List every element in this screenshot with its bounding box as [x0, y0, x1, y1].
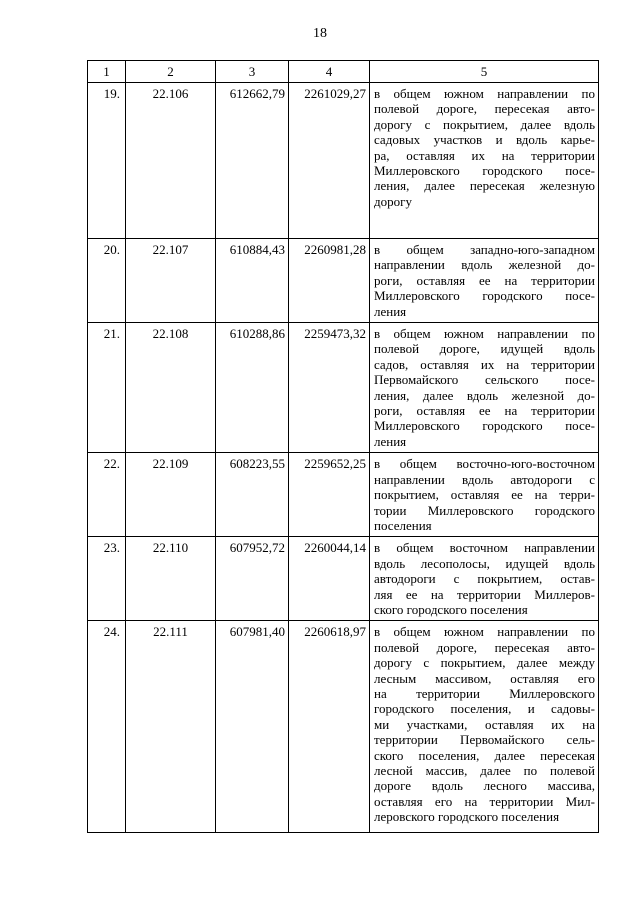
- description-line: дорогу: [374, 193, 412, 209]
- boundary-description: [370, 239, 599, 323]
- description-line: ления, далее вдоль железной до-: [374, 387, 595, 403]
- description-line: на территории Миллеровского: [374, 685, 595, 701]
- description-line: лесной массив, далее по полевой: [374, 763, 595, 778]
- description-line: садов, оставляя их на территории: [374, 356, 595, 372]
- description-line: ми участками, оставляя их на: [374, 716, 595, 732]
- description-line: ского поселения, далее пересекая: [374, 747, 595, 763]
- coord-y: 2260981,28: [289, 239, 370, 323]
- page-number: 18: [313, 26, 327, 41]
- description-line: городского поселения, и садовы-: [374, 701, 595, 717]
- description-line: в общем восточном направлении: [374, 540, 595, 556]
- description-line: ления: [374, 303, 407, 319]
- point-number: 22.110: [126, 537, 216, 621]
- description-line: роги, оставляя ее на территории: [374, 272, 595, 288]
- point-number: 22.111: [126, 621, 216, 833]
- description-line: тории Миллеровского городского: [374, 502, 595, 518]
- description-line: дорогу с покрытием, далее между: [374, 655, 595, 671]
- description-line: в общем южном направлении по: [374, 326, 595, 342]
- boundary-description: [370, 83, 599, 239]
- header-cell: 2: [126, 61, 216, 83]
- table-row: [88, 621, 599, 833]
- boundary-table: [87, 60, 599, 833]
- coord-y: 2261029,27: [289, 83, 370, 239]
- point-number: 22.107: [126, 239, 216, 323]
- description-line: полевой дороге, пересекая авто-: [374, 639, 595, 655]
- description-line: ляя ее на территории Миллеров-: [374, 586, 595, 602]
- boundary-description: [370, 621, 599, 833]
- description-line: Первомайского сельского посе-: [374, 372, 595, 388]
- description-line: полевой дороге, идущей вдоль: [374, 341, 595, 357]
- header-cell: 3: [216, 61, 289, 83]
- description-line: ра, оставляя их на территории: [374, 147, 595, 163]
- description-line: Миллеровского городского посе-: [374, 163, 595, 179]
- coord-y: 2260618,97: [289, 621, 370, 833]
- header-cell: 1: [88, 61, 126, 83]
- description-line: в общем южном направлении по: [374, 86, 595, 101]
- header-cell: 4: [289, 61, 370, 83]
- boundary-description: [370, 453, 599, 537]
- row-number: 21.: [88, 323, 126, 453]
- row-number: 20.: [88, 239, 126, 323]
- description-line: в общем западно-юго-западном: [374, 242, 595, 257]
- coord-y: 2259652,25: [289, 453, 370, 537]
- table-row: [88, 537, 599, 621]
- description-line: Миллеровского городского посе-: [374, 288, 595, 304]
- description-line: садовых участков и вдоль карье-: [374, 132, 595, 148]
- coord-x: 610288,86: [216, 323, 289, 453]
- description-line: оставляя его на территории Мил-: [374, 793, 595, 809]
- coord-y: 2260044,14: [289, 537, 370, 621]
- description-line: направлении вдоль автодороги с: [374, 471, 595, 487]
- table-row: [88, 453, 599, 537]
- point-number: 22.106: [126, 83, 216, 239]
- table-header-row: [88, 61, 599, 83]
- description-line: ского городского поселения: [374, 601, 528, 617]
- description-line: ления, далее пересекая железную: [374, 178, 595, 194]
- header-cell: 5: [370, 61, 599, 83]
- description-line: вдоль лесополосы, идущей вдоль: [374, 555, 595, 571]
- description-line: в общем восточно-юго-восточном: [374, 456, 595, 472]
- row-number: 22.: [88, 453, 126, 537]
- description-line: ления: [374, 433, 407, 449]
- coord-x: 607952,72: [216, 537, 289, 621]
- row-number: 19.: [88, 83, 126, 239]
- description-line: в общем южном направлении по: [374, 624, 595, 640]
- point-number: 22.108: [126, 323, 216, 453]
- coord-x: 610884,43: [216, 239, 289, 323]
- row-number: 23.: [88, 537, 126, 621]
- description-line: автодороги с покрытием, остав-: [374, 571, 595, 587]
- point-number: 22.109: [126, 453, 216, 537]
- description-line: покрытием, оставляя ее на терри-: [374, 487, 595, 503]
- description-line: Миллеровского городского посе-: [374, 418, 595, 434]
- description-line: направлении вдоль железной до-: [374, 257, 595, 273]
- coord-x: 608223,55: [216, 453, 289, 537]
- boundary-description: [370, 537, 599, 621]
- description-line: дороге вдоль лесного массива,: [374, 778, 595, 794]
- row-number: 24.: [88, 621, 126, 833]
- coord-y: 2259473,32: [289, 323, 370, 453]
- table-row: [88, 239, 599, 323]
- boundary-description: [370, 323, 599, 453]
- description-line: дорогу с покрытием, далее вдоль: [374, 116, 595, 132]
- coord-x: 612662,79: [216, 83, 289, 239]
- table-row: [88, 83, 599, 239]
- description-line: лесным массивом, оставляя его: [374, 670, 595, 686]
- table-row: [88, 323, 599, 453]
- description-line: роги, оставляя ее на территории: [374, 403, 595, 419]
- description-line: леровского городского поселения: [374, 809, 560, 825]
- description-line: полевой дороге, пересекая авто-: [374, 101, 595, 117]
- coord-x: 607981,40: [216, 621, 289, 833]
- description-line: территории Первомайского сель-: [374, 732, 595, 748]
- description-line: поселения: [374, 517, 432, 533]
